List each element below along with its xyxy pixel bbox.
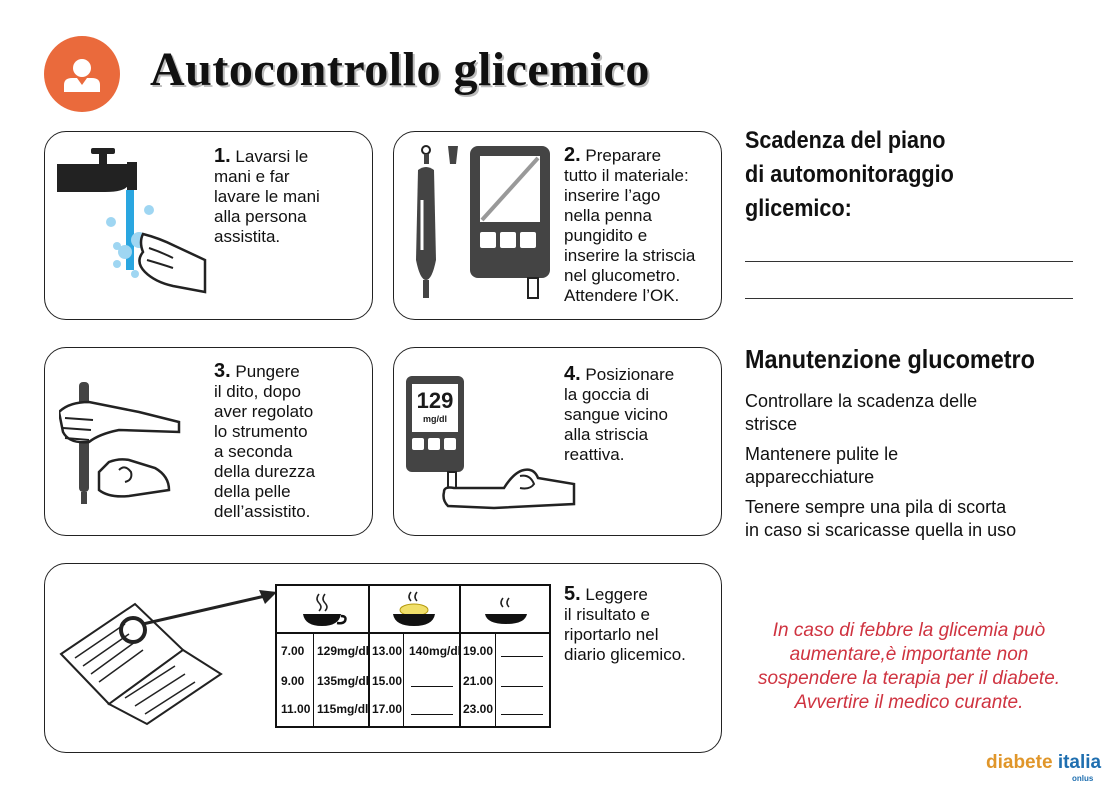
step-line: lavare le mani [214, 187, 320, 206]
diary-blank [411, 714, 453, 715]
step-line: della pelle [214, 482, 291, 501]
logo-part: diabete [986, 752, 1053, 773]
item-line: Tenere sempre una pila di scorta [745, 497, 1007, 517]
note-line: aumentare,è importante non [789, 644, 1029, 665]
step-number: 2. [564, 144, 581, 166]
diary-blank [501, 686, 543, 687]
step-line: alla striscia [564, 425, 649, 444]
step-line: nella penna [564, 206, 652, 225]
page-title: Autocontrollo glicemico [150, 43, 650, 96]
logo-part: italia [1057, 752, 1102, 773]
heading-line: Scadenza del piano [745, 127, 946, 154]
step-line: aver regolato [214, 402, 314, 421]
step-line: lo strumento [214, 422, 308, 441]
step-line: della durezza [214, 462, 316, 481]
logo-suffix: onlus [1072, 774, 1094, 783]
note-line: sospendere la terapia per il diabete. [757, 668, 1061, 689]
expiry-write-line [745, 261, 1073, 262]
step-card-4 [393, 347, 722, 536]
step-line: diario glicemico. [564, 645, 686, 664]
lancet-and-glucometer-illustration [404, 140, 564, 310]
maintenance-item [745, 443, 898, 489]
step-line: Attendere l’OK. [564, 286, 680, 305]
maintenance-item [745, 390, 977, 436]
step-2-text [564, 145, 695, 306]
expiry-heading [745, 124, 954, 226]
step-line: inserire l’ago [564, 186, 661, 205]
step-card-2 [393, 131, 722, 320]
glycemic-diary-table [275, 584, 551, 728]
finger-prick-illustration [59, 372, 219, 522]
item-line: Controllare la scadenza delle [745, 391, 978, 411]
meter-reading: 129 [416, 388, 454, 413]
note-line: Avvertire il medico curante. [794, 692, 1024, 713]
step-number: 4. [564, 363, 581, 385]
heading-line: glicemico: [745, 195, 852, 222]
step-line: Leggere [585, 585, 648, 604]
meter-unit: mg/dl [423, 414, 447, 424]
coffee-cup-icon [297, 592, 347, 628]
step-number: 1. [214, 145, 231, 167]
diary-blank [411, 686, 453, 687]
item-line: apparecchiature [745, 467, 875, 487]
step-line: riportarlo nel [564, 625, 659, 644]
diary-blank [501, 656, 543, 657]
finger-drop-illustration [434, 448, 584, 518]
fever-warning-note [735, 619, 1083, 715]
expiry-write-line [745, 298, 1073, 299]
step-1-text [214, 146, 320, 247]
step-4-text [564, 364, 674, 465]
pasta-plate-icon [389, 590, 439, 628]
step-5-text [564, 584, 686, 665]
diary-value: 129mg/dl [317, 644, 370, 658]
diary-blank [501, 714, 543, 715]
diary-time: 23.00 [463, 702, 494, 716]
step-card-3 [44, 347, 373, 536]
diary-magnifier-illustration [55, 574, 285, 744]
diary-time: 7.00 [281, 644, 305, 658]
diary-time: 21.00 [463, 674, 494, 688]
step-3-text [214, 361, 315, 522]
heading-line: di automonitoraggio [745, 161, 954, 188]
diary-value: 135mg/dl [317, 674, 370, 688]
step-line: il dito, dopo [214, 382, 301, 401]
step-card-1 [44, 131, 373, 320]
step-line: a seconda [214, 442, 293, 461]
diary-time: 11.00 [281, 702, 311, 716]
step-card-5 [44, 563, 722, 753]
item-line: strisce [745, 414, 798, 434]
maintenance-heading: Manutenzione glucometro [745, 344, 1035, 374]
step-line: Preparare [585, 146, 662, 165]
step-line: mani e far [214, 167, 290, 186]
step-line: Posizionare [585, 365, 675, 384]
item-line: in caso si scaricasse quella in uso [745, 520, 1017, 540]
note-line: In caso di febbre la glicemia può [772, 620, 1046, 641]
step-line: assistita. [214, 227, 281, 246]
hand-washing-illustration [55, 142, 215, 302]
step-number: 3. [214, 360, 231, 382]
step-line: inserire la striscia [564, 246, 696, 265]
diary-time: 15.00 [372, 674, 403, 688]
maintenance-item [745, 496, 1016, 542]
step-line: pungidito e [564, 226, 648, 245]
step-line: nel glucometro. [564, 266, 681, 285]
step-line: Pungere [235, 362, 300, 381]
diary-value: 140mg/dl [409, 644, 462, 658]
step-line: Lavarsi le [235, 147, 309, 166]
step-line: sangue vicino [564, 405, 668, 424]
person-icon [44, 36, 120, 112]
step-line: alla persona [214, 207, 307, 226]
diary-time: 13.00 [372, 644, 403, 658]
diabete-italia-logo [986, 752, 1101, 774]
step-line: tutto il materiale: [564, 166, 689, 185]
diary-time: 17.00 [372, 702, 403, 716]
step-line: la goccia di [564, 385, 650, 404]
step-number: 5. [564, 583, 581, 605]
dinner-plate-icon [481, 596, 531, 628]
step-line: reattiva. [564, 445, 625, 464]
item-line: Mantenere pulite le [745, 444, 899, 464]
step-line: dell’assistito. [214, 502, 311, 521]
diary-time: 19.00 [463, 644, 494, 658]
step-line: il risultato e [564, 605, 650, 624]
diary-time: 9.00 [281, 674, 305, 688]
diary-value: 115mg/dl [317, 702, 369, 716]
